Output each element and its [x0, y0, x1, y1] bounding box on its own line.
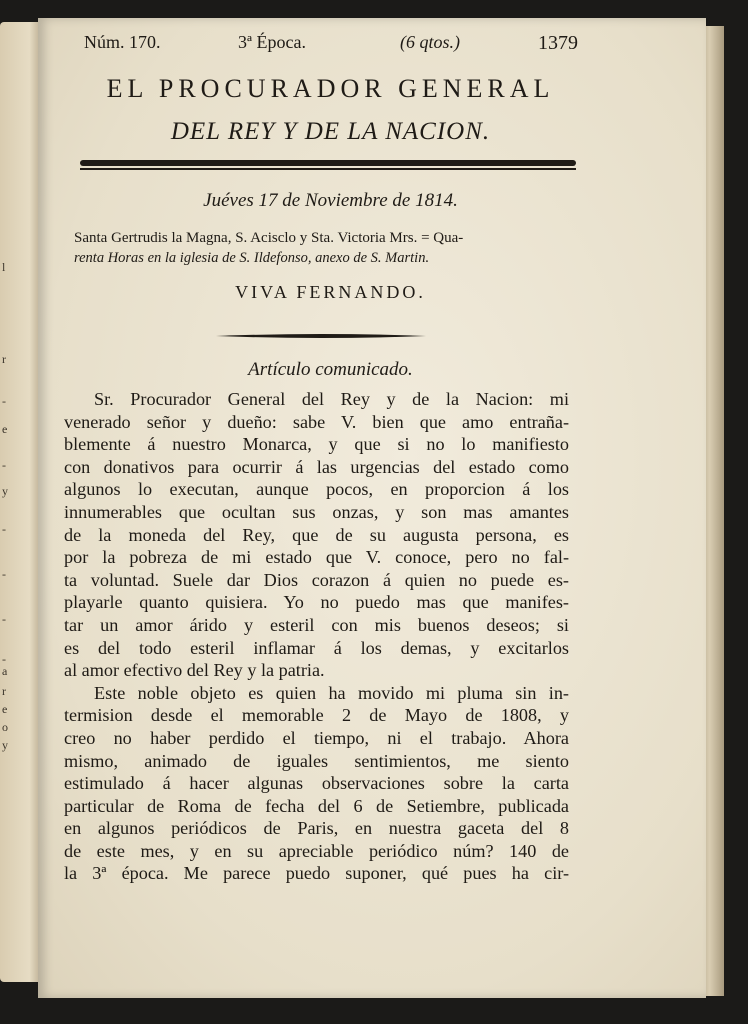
- body-line: estimulado á hacer algunas observaciones sobre la carta: [64, 773, 569, 794]
- masthead-rule-thick: [80, 160, 576, 166]
- saints-line-2: renta Horas en la iglesia de S. Ildefonso, anexo de S. Martin.: [74, 250, 430, 266]
- issue-format: (6 qtos.): [400, 32, 460, 52]
- body-line: de la moneda del Rey, que de su augusta persona, es: [64, 524, 569, 545]
- left-page-char: -: [2, 567, 6, 581]
- masthead-subtitle: DEL REY Y DE LA NACION.: [170, 118, 491, 145]
- newspaper-page: [38, 18, 706, 998]
- body-line: por la pobreza de mi estado que V. conoce, pero no fal-: [64, 547, 569, 568]
- body-line: en algunos periódicos de Paris, en nuestra gaceta del 8: [64, 818, 569, 839]
- body-line: innumerables que ocultan sus onzas, y son mas amantes: [64, 501, 569, 522]
- issue-number: Núm. 170.: [84, 32, 161, 52]
- body-line: mismo, animado de iguales sentimientos, me siento: [64, 750, 569, 771]
- left-page-char: y: [2, 738, 8, 752]
- body-line: particular de Roma de fecha del 6 de Setiembre, publicada: [64, 795, 569, 816]
- left-page-char: e: [2, 702, 8, 716]
- saints-line-1: Santa Gertrudis la Magna, S. Acisclo y Sta. Victoria Mrs. = Qua-: [74, 230, 464, 246]
- body-line: Sr. Procurador General del Rey y de la Nacion: mi: [94, 389, 569, 409]
- left-page-char: r: [2, 352, 6, 366]
- body-line: tar un amor árido y esteril con mis buenos deseos; si: [64, 614, 569, 635]
- left-page-char: r: [2, 684, 6, 698]
- issue-date: Juéves 17 de Noviembre de 1814.: [203, 190, 458, 211]
- body-line: algunos lo executan, aunque pocos, en proporcion á los: [64, 479, 569, 500]
- issue-epoch: 3ª Época.: [238, 32, 306, 52]
- body-line: con donativos para ocurrir á las urgencias del estado como: [64, 456, 569, 477]
- body-line: ta voluntad. Suele dar Dios corazon á quien no puede es-: [64, 569, 569, 590]
- left-page-char: -: [2, 522, 6, 536]
- left-page-char: -: [2, 458, 6, 472]
- masthead-title: EL PROCURADOR GENERAL: [106, 74, 555, 103]
- left-page-char: a: [2, 664, 8, 678]
- left-page-char: o: [2, 720, 8, 734]
- masthead-rule-thin: [80, 168, 576, 170]
- article-body: [64, 388, 569, 885]
- article-title: Artículo comunicado.: [248, 359, 413, 380]
- body-line: es del todo esteril inflamar á los demas, y excitarlos: [64, 637, 569, 658]
- left-page-char: y: [2, 484, 8, 498]
- left-page-char: -: [2, 652, 6, 666]
- body-line: termision desde el memorable 2 de Mayo de 1808, y: [64, 705, 569, 726]
- body-line: Este noble objeto es quien ha movido mi pluma sin in-: [94, 682, 569, 703]
- body-line: blemente á nuestro Monarca, y que si no lo manifiesto: [64, 434, 569, 455]
- body-line: al amor efectivo del Rey y la patria.: [64, 660, 325, 681]
- page-number: 1379: [538, 32, 578, 54]
- body-line: de este mes, y en su apreciable periódico núm? 140 de: [64, 840, 569, 861]
- body-line: la 3ª época. Me parece puedo suponer, qué pues ha cir-: [64, 863, 569, 884]
- left-page-char: -: [2, 394, 6, 408]
- body-line: venerado señor y dueño: sabe V. bien que amo entraña-: [64, 411, 569, 432]
- ornamental-rule: [216, 333, 426, 339]
- left-page-edge: [0, 22, 42, 982]
- left-page-char: e: [2, 422, 8, 436]
- left-page-char: -: [2, 612, 6, 626]
- motto: VIVA FERNANDO.: [235, 282, 426, 302]
- left-page-char: l: [2, 260, 6, 274]
- body-line: creo no haber perdido el tiempo, ni el trabajo. Ahora: [64, 727, 569, 748]
- body-line: playarle quanto quisiera. Yo no puedo mas que manifes-: [64, 592, 569, 613]
